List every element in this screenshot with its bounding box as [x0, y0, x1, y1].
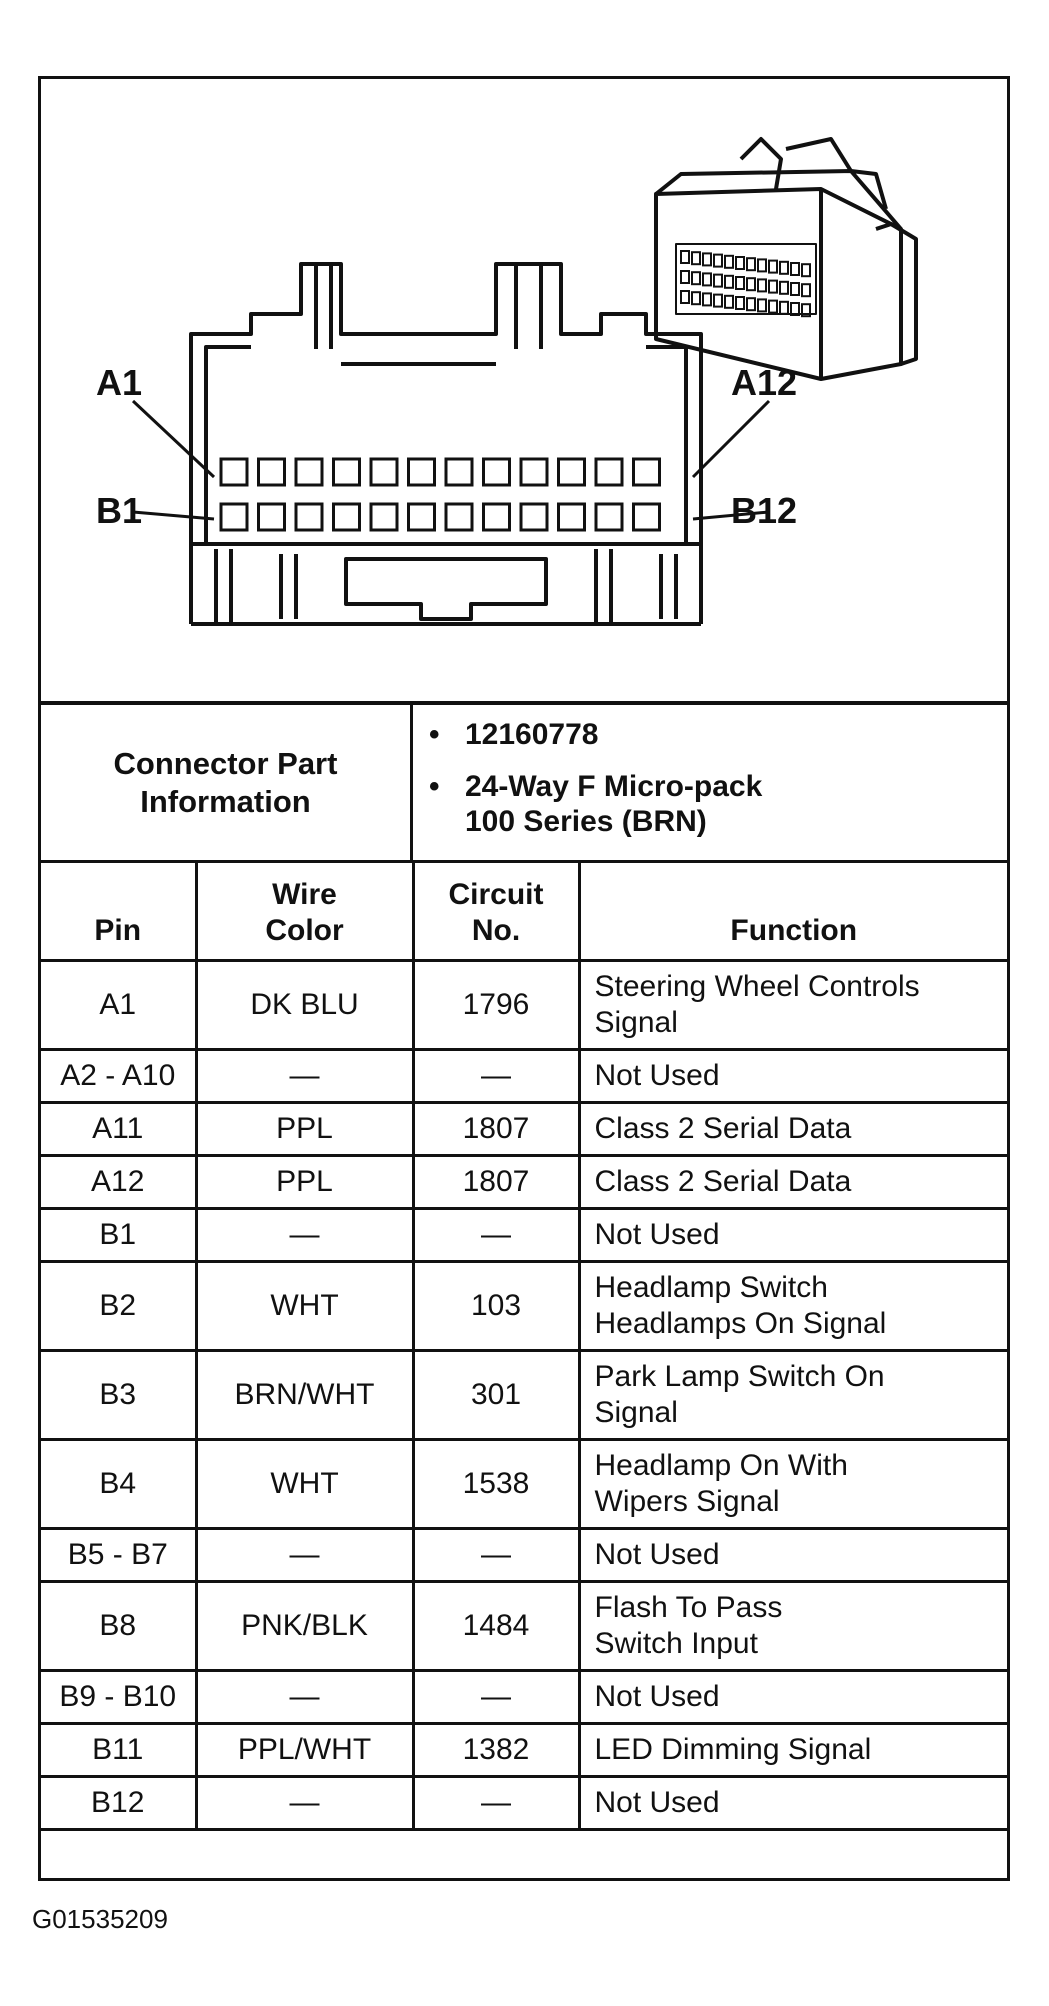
function-line-1: Not Used	[594, 1786, 720, 1819]
iso-pin-cavity	[714, 295, 722, 307]
wire-color-cell: PPL	[196, 1156, 413, 1209]
iso-pin-cavity	[681, 291, 689, 303]
connector-face-drawing	[41, 79, 1007, 701]
table-row	[41, 1671, 1007, 1724]
bullet-icon: •	[429, 770, 440, 803]
iso-pin-cavity	[791, 263, 799, 275]
table-row	[41, 1529, 1007, 1582]
function-cell	[579, 1724, 1007, 1777]
iso-pin-cavity	[692, 272, 700, 284]
function-cell	[579, 1262, 1007, 1351]
circuit-no-cell: —	[413, 1671, 579, 1724]
function-line-1: Headlamp Switch	[594, 1271, 828, 1304]
connector-3d-view	[656, 139, 916, 379]
circuit-no-cell: 1796	[413, 961, 579, 1050]
iso-pin-cavity	[769, 281, 777, 293]
function-line-1: Not Used	[594, 1538, 720, 1571]
circuit-no-cell: 103	[413, 1262, 579, 1351]
circuit-no-cell: 301	[413, 1351, 579, 1440]
pin-label-b1: B1	[96, 490, 143, 531]
connector-part-information	[41, 705, 1007, 860]
function-cell	[579, 961, 1007, 1050]
table-row	[41, 1103, 1007, 1156]
iso-pin-cavity	[736, 297, 744, 309]
header-circuit-no-text: Circuit No.	[448, 878, 544, 947]
part-number-item	[429, 717, 599, 752]
table-row	[41, 1724, 1007, 1777]
function-line-2: Headlamps On Signal	[594, 1307, 887, 1340]
wire-color-cell: —	[196, 1529, 413, 1582]
pin-cavity-b4	[334, 504, 360, 530]
pin-cavity-b1	[221, 504, 247, 530]
iso-pin-cavity	[747, 298, 755, 310]
pin-cavity-a5	[371, 459, 397, 485]
wire-color-cell: DK BLU	[196, 961, 413, 1050]
pin-cavity-b8	[484, 504, 510, 530]
circuit-no-cell: —	[413, 1777, 579, 1830]
wire-color-cell: PPL	[196, 1103, 413, 1156]
circuit-no-cell: 1382	[413, 1724, 579, 1777]
function-line-1: Not Used	[594, 1059, 720, 1092]
iso-pin-cavity	[692, 292, 700, 304]
function-cell	[579, 1209, 1007, 1262]
table-row	[41, 1440, 1007, 1529]
function-cell	[579, 1529, 1007, 1582]
iso-pin-cavity	[758, 279, 766, 291]
function-line-1: Class 2 Serial Data	[594, 1165, 852, 1198]
wire-color-cell: —	[196, 1777, 413, 1830]
pin-cell: B8	[41, 1582, 196, 1671]
pin-cell: B2	[41, 1262, 196, 1351]
pin-cavity-a2	[259, 459, 285, 485]
function-line-2: Switch Input	[594, 1627, 758, 1660]
pin-cavity-a1	[221, 459, 247, 485]
wire-color-cell: —	[196, 1671, 413, 1724]
wire-color-cell: —	[196, 1050, 413, 1103]
pin-cell: B4	[41, 1440, 196, 1529]
function-cell	[579, 1440, 1007, 1529]
iso-pin-cavity	[681, 251, 689, 263]
iso-pin-cavity	[703, 293, 711, 305]
header-function: Function	[579, 862, 1007, 961]
function-line-1: Not Used	[594, 1218, 720, 1251]
pin-label-a12: A12	[731, 362, 798, 403]
pin-cavity-a9	[521, 459, 547, 485]
iso-pin-cavity	[736, 257, 744, 269]
function-line-1: Steering Wheel Controls	[594, 970, 920, 1003]
part-number: 12160778	[465, 718, 599, 751]
pin-cavity-b5	[371, 504, 397, 530]
connector-diagram	[41, 79, 1007, 705]
table-row	[41, 1777, 1007, 1830]
iso-pin-cavity	[780, 282, 788, 294]
pin-cavity-a4	[334, 459, 360, 485]
circuit-no-cell: —	[413, 1050, 579, 1103]
table-row	[41, 961, 1007, 1050]
pin-cavity-b11	[596, 504, 622, 530]
header-circuit-no	[413, 862, 579, 961]
function-line-2: Signal	[594, 1006, 678, 1039]
iso-pin-cavity	[747, 278, 755, 290]
pin-cavity-a6	[409, 459, 435, 485]
pin-cell: B3	[41, 1351, 196, 1440]
description-item	[429, 769, 763, 839]
pin-cavity-b12	[634, 504, 660, 530]
pin-label-b12: B12	[731, 490, 798, 531]
figure-id: G01535209	[32, 1904, 168, 1934]
table-row	[41, 1582, 1007, 1671]
pin-cell: A11	[41, 1103, 196, 1156]
iso-pin-cavity	[780, 302, 788, 314]
iso-pin-cavity	[736, 277, 744, 289]
iso-pin-cavity	[791, 283, 799, 295]
iso-pin-cavity	[758, 299, 766, 311]
pin-cavity-a11	[596, 459, 622, 485]
connector-info-details	[413, 705, 1007, 860]
function-line-1: Park Lamp Switch On	[594, 1360, 885, 1393]
pin-cell: A2 - A10	[41, 1050, 196, 1103]
function-cell	[579, 1582, 1007, 1671]
iso-pin-cavity	[758, 259, 766, 271]
pin-row-b	[221, 504, 660, 530]
pin-cell: A1	[41, 961, 196, 1050]
iso-pin-cavity	[714, 255, 722, 267]
pin-cavity-b10	[559, 504, 585, 530]
circuit-no-cell: 1484	[413, 1582, 579, 1671]
pin-function-table	[41, 860, 1007, 1831]
function-line-2: Wipers Signal	[594, 1485, 780, 1518]
pin-cell: A12	[41, 1156, 196, 1209]
iso-pin-cavity	[703, 273, 711, 285]
wire-color-cell: PNK/BLK	[196, 1582, 413, 1671]
pin-cavity-b7	[446, 504, 472, 530]
circuit-no-cell: 1807	[413, 1156, 579, 1209]
pin-cavity-a10	[559, 459, 585, 485]
pin-cavity-a3	[296, 459, 322, 485]
function-cell	[579, 1777, 1007, 1830]
pin-cavity-b3	[296, 504, 322, 530]
function-cell	[579, 1156, 1007, 1209]
function-line-1: Flash To Pass	[594, 1591, 783, 1624]
connector-info-label-cell	[41, 705, 413, 860]
wire-color-cell: PPL/WHT	[196, 1724, 413, 1777]
connector-info-label: Connector Part Information	[113, 745, 338, 819]
pin-label-a1: A1	[96, 362, 143, 403]
pin-cell: B11	[41, 1724, 196, 1777]
pin-cavity-b2	[259, 504, 285, 530]
pin-cavity-a7	[446, 459, 472, 485]
table-row	[41, 1209, 1007, 1262]
pin-cavity-b9	[521, 504, 547, 530]
iso-pin-cavity	[703, 253, 711, 265]
function-line-1: Not Used	[594, 1680, 720, 1713]
header-pin: Pin	[41, 862, 196, 961]
description-line-2: 100 Series (BRN)	[465, 805, 707, 838]
iso-pin-cavity	[769, 301, 777, 313]
header-wire-color-text: Wire Color	[265, 878, 344, 947]
circuit-no-cell: 1807	[413, 1103, 579, 1156]
iso-pin-cavity	[714, 275, 722, 287]
pin-cavity-b6	[409, 504, 435, 530]
wire-color-cell: BRN/WHT	[196, 1351, 413, 1440]
table-row	[41, 1262, 1007, 1351]
iso-pin-cavity	[802, 264, 810, 276]
function-line-2: Signal	[594, 1396, 678, 1429]
function-line-1: Class 2 Serial Data	[594, 1112, 852, 1145]
pin-cell: B5 - B7	[41, 1529, 196, 1582]
iso-pin-cavity	[725, 276, 733, 288]
pin-cavity-a12	[634, 459, 660, 485]
circuit-no-cell: —	[413, 1529, 579, 1582]
wire-color-cell: WHT	[196, 1262, 413, 1351]
iso-pin-cavity	[681, 271, 689, 283]
table-row	[41, 1050, 1007, 1103]
connector-sheet	[38, 76, 1010, 1881]
table-row	[41, 1156, 1007, 1209]
iso-pin-cavity	[769, 261, 777, 273]
iso-pin-cavity	[802, 284, 810, 296]
function-line-1: LED Dimming Signal	[594, 1733, 872, 1766]
function-cell	[579, 1351, 1007, 1440]
bullet-icon: •	[429, 718, 440, 751]
table-header-row	[41, 862, 1007, 961]
table-row	[41, 1351, 1007, 1440]
iso-pin-cavity	[747, 258, 755, 270]
function-cell	[579, 1103, 1007, 1156]
pin-cavity-a8	[484, 459, 510, 485]
wire-color-cell: —	[196, 1209, 413, 1262]
iso-pin-cavity	[780, 262, 788, 274]
circuit-no-cell: —	[413, 1209, 579, 1262]
header-wire-color	[196, 862, 413, 961]
iso-pin-cavity	[725, 296, 733, 308]
pin-cell: B12	[41, 1777, 196, 1830]
function-cell	[579, 1050, 1007, 1103]
wire-color-cell: WHT	[196, 1440, 413, 1529]
circuit-no-cell: 1538	[413, 1440, 579, 1529]
description-line-1: 24-Way F Micro-pack	[465, 770, 763, 803]
function-cell	[579, 1671, 1007, 1724]
iso-pin-cavity	[692, 252, 700, 264]
function-line-1: Headlamp On With	[594, 1449, 848, 1482]
pin-cell: B9 - B10	[41, 1671, 196, 1724]
iso-pin-cavity	[725, 256, 733, 268]
pin-row-a	[221, 459, 660, 485]
pin-cell: B1	[41, 1209, 196, 1262]
